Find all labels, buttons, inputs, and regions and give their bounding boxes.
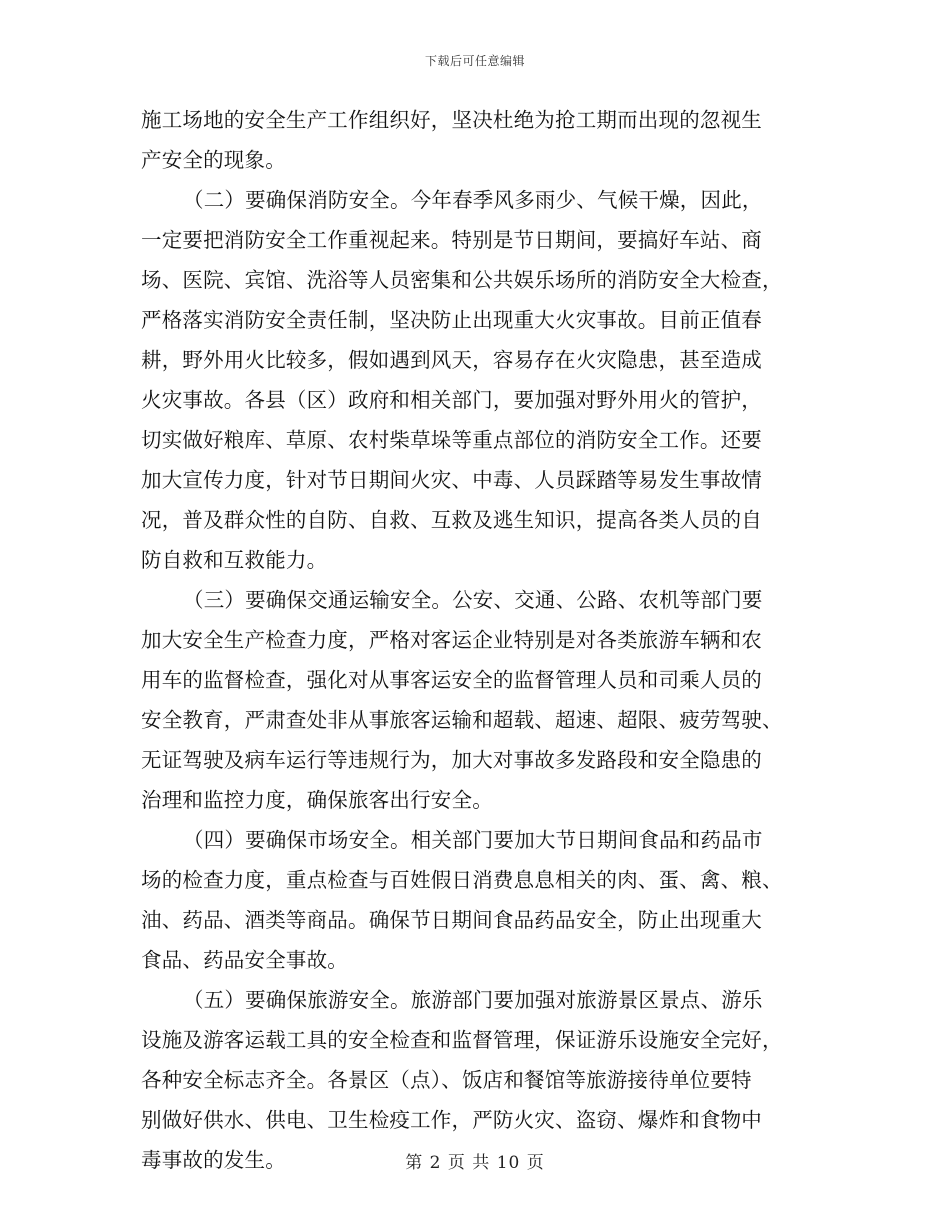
body-line: 切实做好粮库、草原、农村柴草垛等重点部位的消防安全工作。还要 (141, 428, 762, 452)
body-line: 各种安全标志齐全。各景区（点）、饭店和餐馆等旅游接待单位要特 (141, 1068, 752, 1092)
body-line: 防自救和互救能力。 (141, 548, 328, 572)
body-line: 耕，野外用火比较多，假如遇到风天，容易存在火灾隐患，甚至造成 (141, 348, 762, 372)
document-body (141, 100, 801, 1180)
body-line: 安全教育，严肃查处非从事旅客运输和超载、超速、超限、疲劳驾驶、 (141, 708, 783, 732)
page-header-note: 下载后可任意编辑 (424, 54, 525, 68)
body-line: 加大安全生产检查力度，严格对客运企业特别是对各类旅游车辆和农 (141, 628, 762, 652)
body-line: 无证驾驶及病车运行等违规行为，加大对事故多发路段和安全隐患的 (141, 748, 762, 772)
body-line: 场、医院、宾馆、洗浴等人员密集和公共娱乐场所的消防安全大检查， (141, 268, 783, 292)
section-heading-line: （三）要确保交通运输安全。公安、交通、公路、农机等部门要 (183, 588, 763, 612)
body-line: 设施及游客运载工具的安全检查和监督管理，保证游乐设施安全完好， (141, 1028, 783, 1052)
body-line: 食品、药品安全事故。 (141, 948, 348, 972)
body-line: 一定要把消防安全工作重视起来。特别是节日期间，要搞好车站、商 (141, 228, 762, 252)
body-line: 油、药品、酒类等商品。确保节日期间食品药品安全，防止出现重大 (141, 908, 762, 932)
body-line: 用车的监督检查，强化对从事客运安全的监督管理人员和司乘人员的 (141, 668, 762, 692)
body-line: 严格落实消防安全责任制，坚决防止出现重大火灾事故。目前正值春 (141, 308, 762, 332)
body-line: 况，普及群众性的自防、自救、互救及逃生知识，提高各类人员的自 (141, 508, 762, 532)
section-heading-line: （五）要确保旅游安全。旅游部门要加强对旅游景区景点、游乐 (183, 988, 763, 1012)
body-line: 毒事故的发生。 (141, 1148, 286, 1172)
body-line: 场的检查力度，重点检查与百姓假日消费息息相关的肉、蛋、禽、粮、 (141, 868, 783, 892)
section-heading-line: （二）要确保消防安全。今年春季风多雨少、气候干燥，因此， (183, 188, 763, 212)
body-line: 别做好供水、供电、卫生检疫工作，严防火灾、盗窃、爆炸和食物中 (141, 1108, 762, 1132)
body-line: 治理和监控力度，确保旅客出行安全。 (141, 788, 493, 812)
section-heading-line: （四）要确保市场安全。相关部门要加大节日期间食品和药品市 (183, 828, 763, 852)
body-line: 火灾事故。各县（区）政府和相关部门，要加强对野外用火的管护， (141, 388, 762, 412)
page-number-footer: 第 2 页 共 10 页 (405, 1153, 545, 1173)
body-line: 施工场地的安全生产工作组织好，坚决杜绝为抢工期而出现的忽视生 (141, 108, 762, 132)
body-line: 加大宣传力度，针对节日期间火灾、中毒、人员踩踏等易发生事故情 (141, 468, 762, 492)
body-line: 产安全的现象。 (141, 148, 286, 172)
